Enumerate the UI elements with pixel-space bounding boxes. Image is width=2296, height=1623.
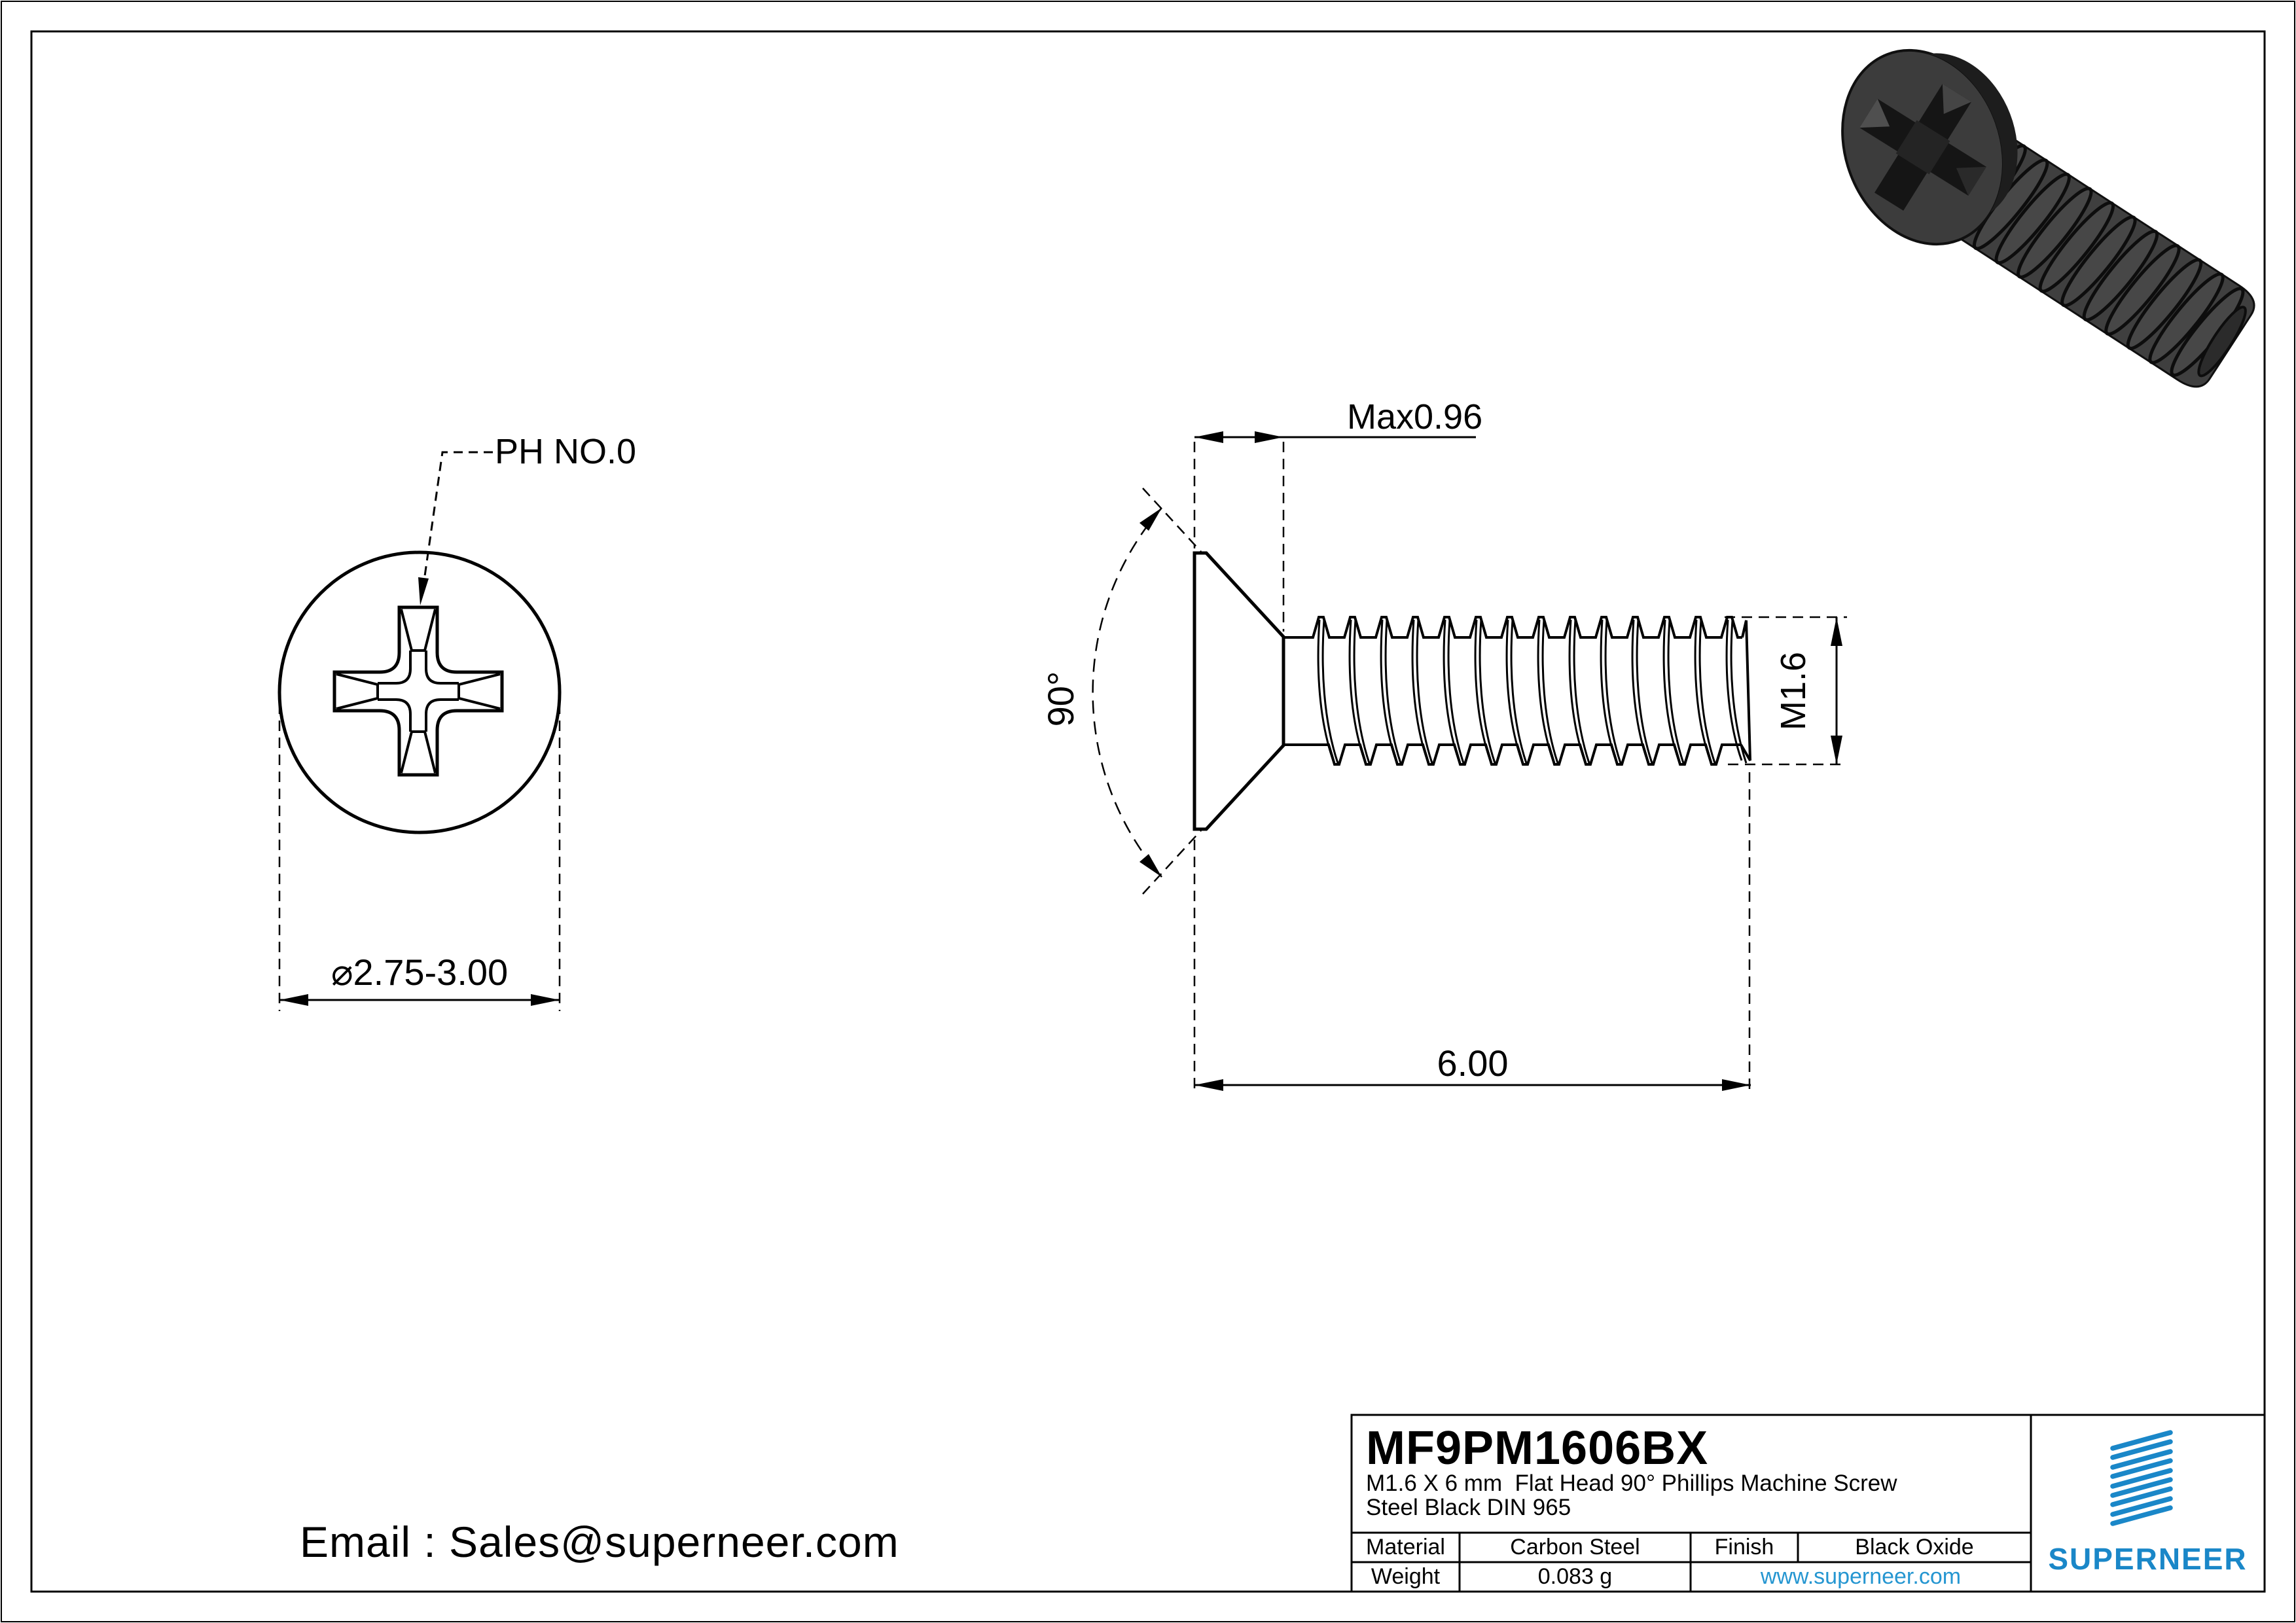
part-description-line2: Steel Black DIN 965: [1366, 1495, 1571, 1520]
length-label: 6.00: [1437, 1043, 1509, 1084]
head-height-label: Max0.96: [1347, 397, 1483, 437]
side-view: [1040, 397, 1847, 1094]
angle-extension-lines: [1143, 488, 1201, 894]
screw-3d-render: [1803, 21, 2264, 413]
contact-email: Email : Sales@superneer.com: [300, 1518, 899, 1566]
phillips-recess-outer: [334, 607, 502, 775]
recess-label: PH NO.0: [495, 432, 637, 471]
head-height-extension-lines: [1194, 442, 1283, 632]
thread-profile: [1302, 617, 1750, 764]
angle-arc: [1093, 508, 1162, 877]
diameter-label: ⌀2.75-3.00: [331, 952, 509, 993]
phillips-recess-wedges: [336, 609, 500, 773]
recess-leader-line: [424, 452, 493, 580]
finish-label: Finish: [1714, 1535, 1774, 1560]
part-number: MF9PM1606BX: [1366, 1422, 1709, 1474]
phillips-recess-inner: [378, 651, 459, 732]
weight-value: 0.083 g: [1537, 1564, 1613, 1589]
part-description-line1: M1.6 X 6 mm Flat Head 90° Phillips Machine Screw: [1366, 1471, 1897, 1496]
material-value: Carbon Steel: [1510, 1535, 1640, 1560]
website-link[interactable]: www.superneer.com: [1760, 1564, 1962, 1589]
superneer-logo-stripes-icon: [2113, 1433, 2170, 1524]
weight-label: Weight: [1371, 1564, 1441, 1589]
screw-head-profile: [1194, 553, 1283, 829]
angle-arrows: [1139, 508, 1162, 877]
front-view: [279, 432, 636, 1011]
thread-helix-lines: [1318, 620, 1746, 763]
finish-value: Black Oxide: [1855, 1535, 1974, 1560]
thread-label: M1.6: [1774, 651, 1813, 731]
material-label: Material: [1366, 1535, 1445, 1560]
brand-name: SUPERNEER: [2048, 1542, 2248, 1576]
recess-leader-arrow: [418, 577, 429, 605]
angle-label: 90°: [1040, 671, 1081, 727]
